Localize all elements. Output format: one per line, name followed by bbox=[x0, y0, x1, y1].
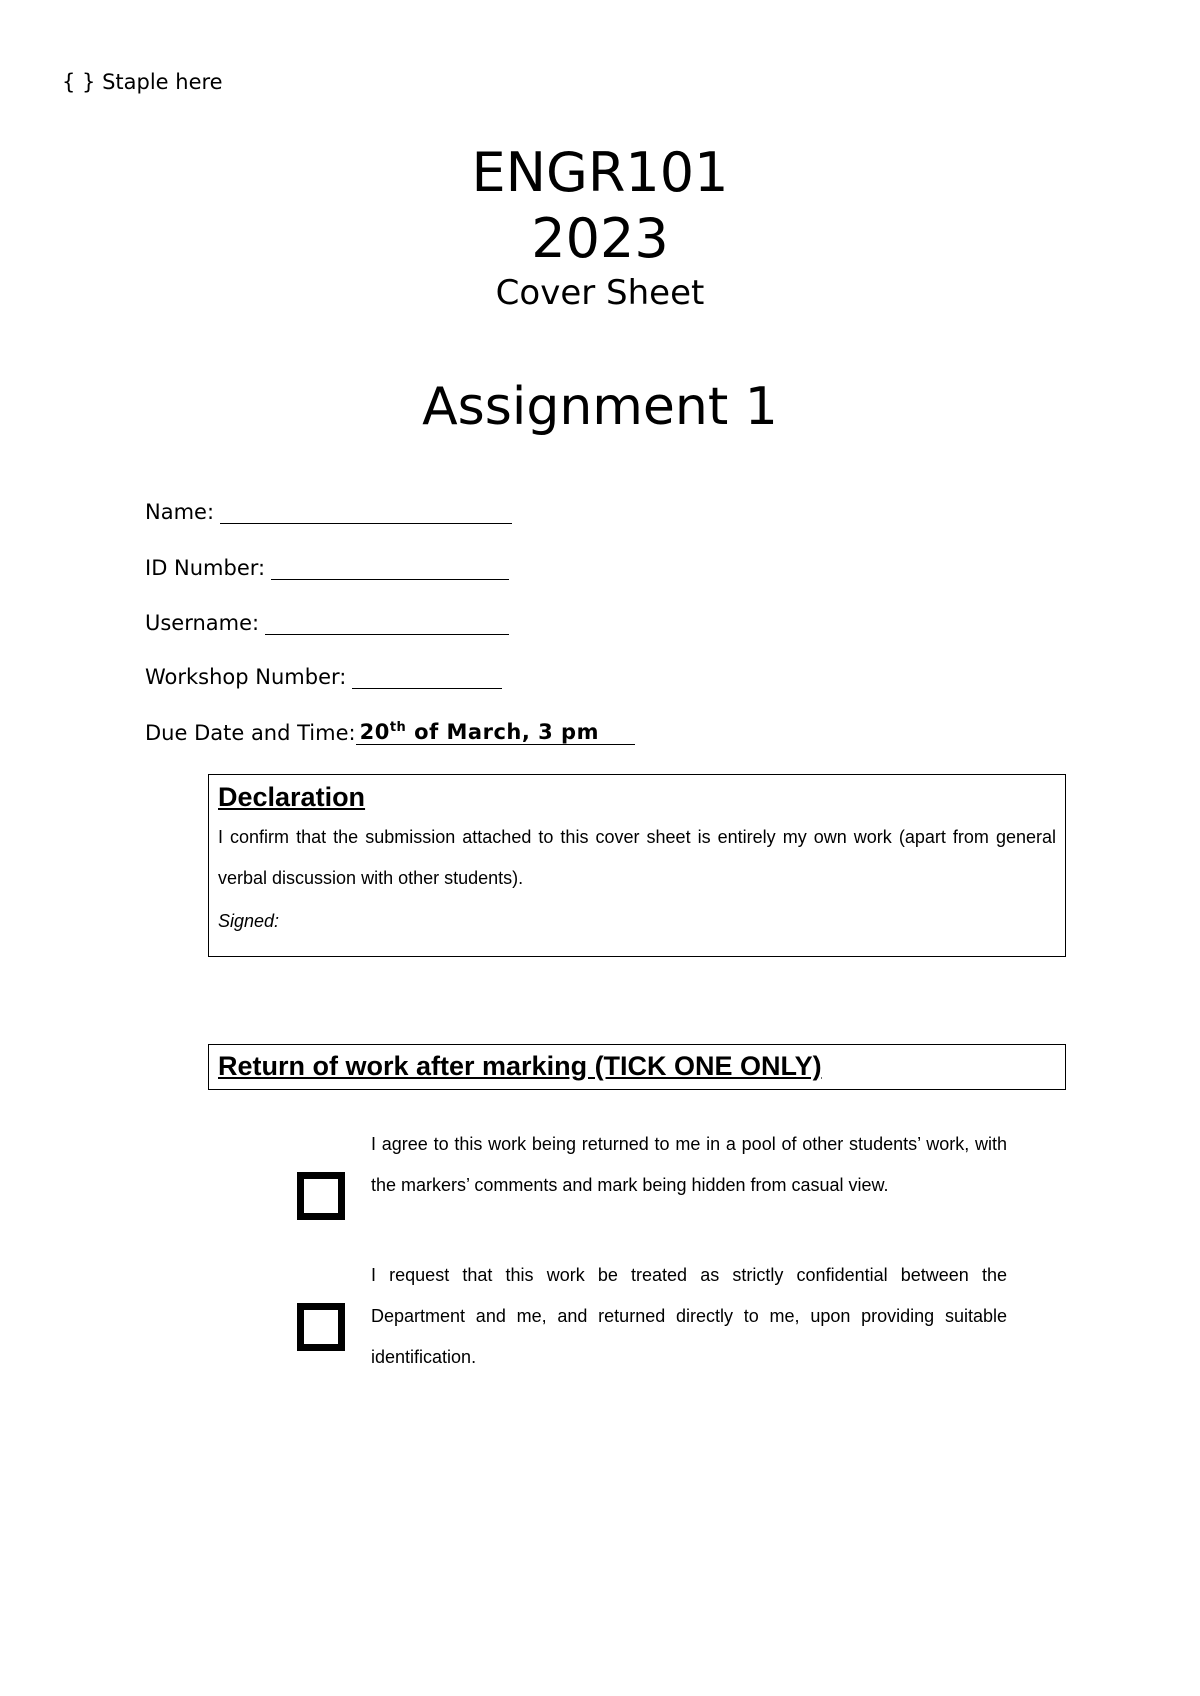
due-date-value bbox=[356, 720, 635, 745]
due-date-label: Due Date and Time: bbox=[145, 721, 356, 745]
due-day: 20 bbox=[359, 720, 390, 744]
username-input-line[interactable] bbox=[265, 616, 509, 635]
return-pool-checkbox[interactable] bbox=[297, 1172, 345, 1220]
name-input-line[interactable] bbox=[220, 505, 512, 524]
declaration-box bbox=[208, 774, 1066, 957]
workshop-number-field bbox=[145, 665, 502, 689]
username-label: Username: bbox=[145, 611, 260, 635]
staple-note: { } Staple here bbox=[62, 70, 223, 94]
return-confidential-option-text: I request that this work be treated as strictly confidential between the Department and me, and returned directly to me, upon providing suitable identification. bbox=[371, 1265, 1007, 1367]
id-number-field bbox=[145, 556, 509, 580]
due-day-suffix: th bbox=[389, 720, 407, 735]
cover-sheet-subtitle: Cover Sheet bbox=[495, 273, 705, 313]
signed-label: Signed: bbox=[218, 911, 280, 932]
id-number-input-line[interactable] bbox=[271, 561, 509, 580]
declaration-title: Declaration bbox=[218, 782, 366, 812]
due-date-rest: of March, 3 pm bbox=[406, 720, 599, 744]
return-of-work-title: Return of work after marking (TICK ONE ONLY) bbox=[218, 1051, 822, 1081]
declaration-text: I confirm that the submission attached to this cover sheet is entirely my own work (apart from general verbal discussion with other students). bbox=[218, 827, 1056, 889]
username-field bbox=[145, 611, 509, 635]
id-number-label: ID Number: bbox=[145, 556, 266, 580]
name-field bbox=[145, 500, 512, 524]
due-date-field bbox=[145, 720, 635, 745]
return-confidential-checkbox[interactable] bbox=[297, 1303, 345, 1351]
workshop-number-label: Workshop Number: bbox=[145, 665, 347, 689]
workshop-number-input-line[interactable] bbox=[352, 670, 502, 689]
course-year: 2023 bbox=[531, 207, 669, 270]
course-code: ENGR101 bbox=[471, 141, 729, 204]
assignment-title: Assignment 1 bbox=[422, 377, 778, 437]
return-of-work-box bbox=[208, 1044, 1066, 1090]
name-label: Name: bbox=[145, 500, 215, 524]
return-pool-option-text: I agree to this work being returned to me in a pool of other students’ work, with the markers’ comments and mark being hidden from casual view. bbox=[371, 1134, 1007, 1195]
